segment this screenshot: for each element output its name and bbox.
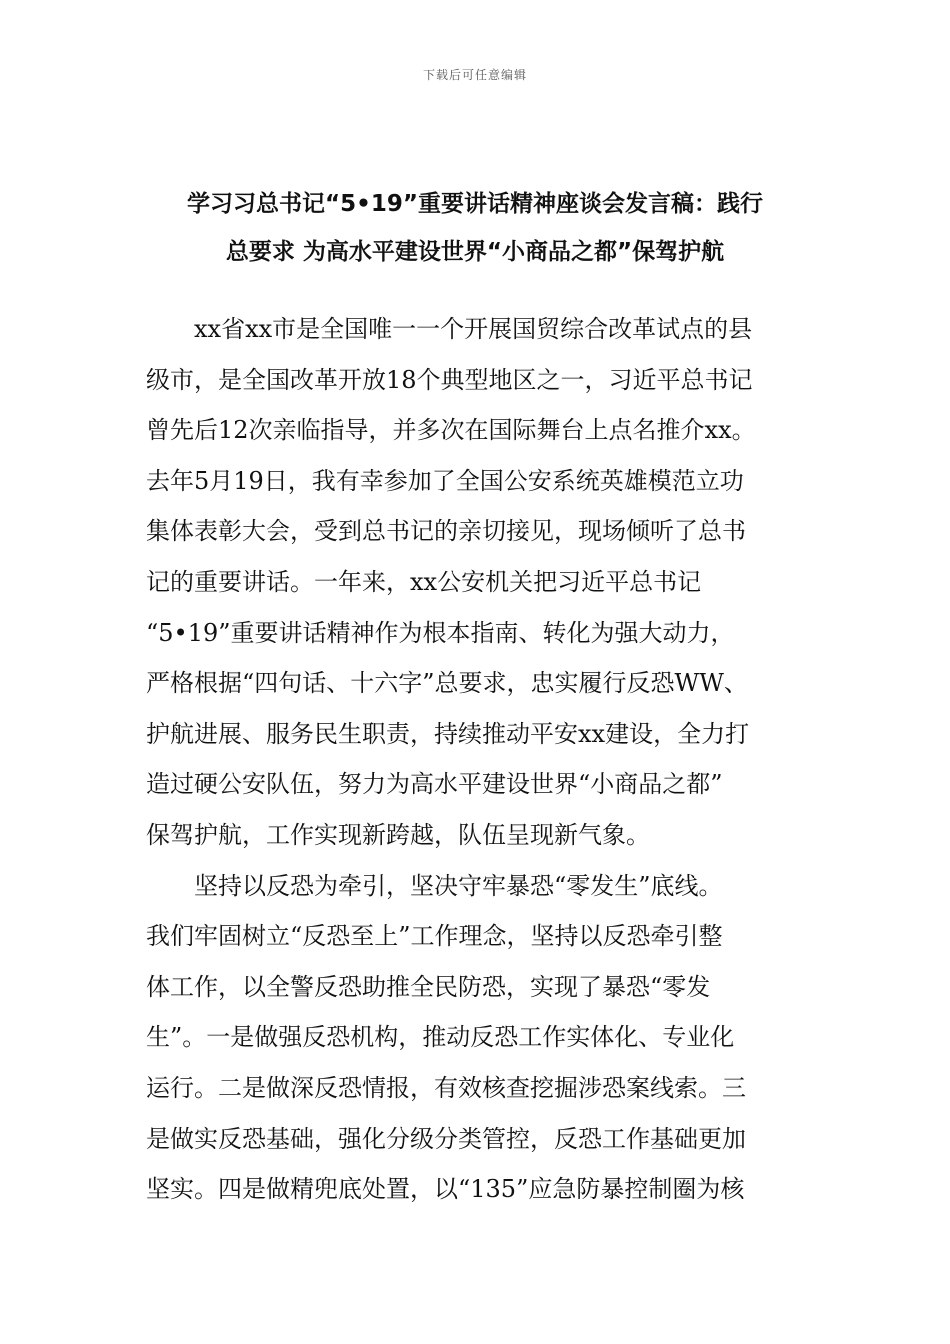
text-line: 运行。二是做深反恐情报，有效核查挖掘涉恐案线索。三 [146, 1073, 746, 1102]
text-line: 集体表彰大会，受到总书记的亲切接见，现场倾听了总书 [146, 517, 746, 546]
text-line: 我们牢固树立“反恐至上”工作理念，坚持以反恐牵引整 [146, 922, 723, 951]
title-line: 学习习总书记“5•19”重要讲话精神座谈会发言稿：践行 [187, 191, 763, 217]
text-line: 记的重要讲话。一年来，xx公安机关把习近平总书记 [146, 567, 702, 596]
text-line: 造过硬公安队伍，努力为高水平建设世界“小商品之都” [146, 770, 723, 799]
paragraph-1 [146, 304, 806, 861]
paragraph-2 [146, 861, 806, 1215]
text-line: xx省xx市是全国唯一一个开展国贸综合改革试点的县 [194, 315, 753, 343]
text-line: 去年5月19日，我有幸参加了全国公安系统英雄模范立功 [146, 466, 744, 495]
text-line: 曾先后12次亲临指导，并多次在国际舞台上点名推介xx。 [146, 416, 756, 445]
text-line: 坚实。四是做精兜底处置，以“135”应急防暴控制圈为核 [146, 1175, 745, 1204]
text-line: 生”。一是做强反恐机构，推动反恐工作实体化、专业化 [146, 1023, 735, 1052]
document-title [140, 180, 810, 276]
header-note: 下载后可任意编辑 [422, 68, 527, 82]
title-line: 总要求 为高水平建设世界“小商品之都”保驾护航 [225, 239, 725, 265]
text-line: 是做实反恐基础，强化分级分类管控，反恐工作基础更加 [146, 1124, 746, 1153]
text-line: 护航进展、服务民生职责，持续推动平安xx建设，全力打 [146, 719, 750, 748]
text-line: 坚持以反恐为牵引，坚决守牢暴恐“零发生”底线。 [194, 871, 723, 900]
text-line: 严格根据“四句话、十六字”总要求，忠实履行反恐WW、 [146, 669, 748, 698]
text-line: “5•19”重要讲话精神作为根本指南、转化为强大动力， [146, 618, 735, 647]
document-body [146, 304, 806, 1215]
text-line: 级市，是全国改革开放18个典型地区之一，习近平总书记 [146, 365, 753, 394]
text-line: 体工作，以全警反恐助推全民防恐，实现了暴恐“零发 [146, 972, 711, 1001]
text-line: 保驾护航，工作实现新跨越，队伍呈现新气象。 [146, 820, 650, 849]
